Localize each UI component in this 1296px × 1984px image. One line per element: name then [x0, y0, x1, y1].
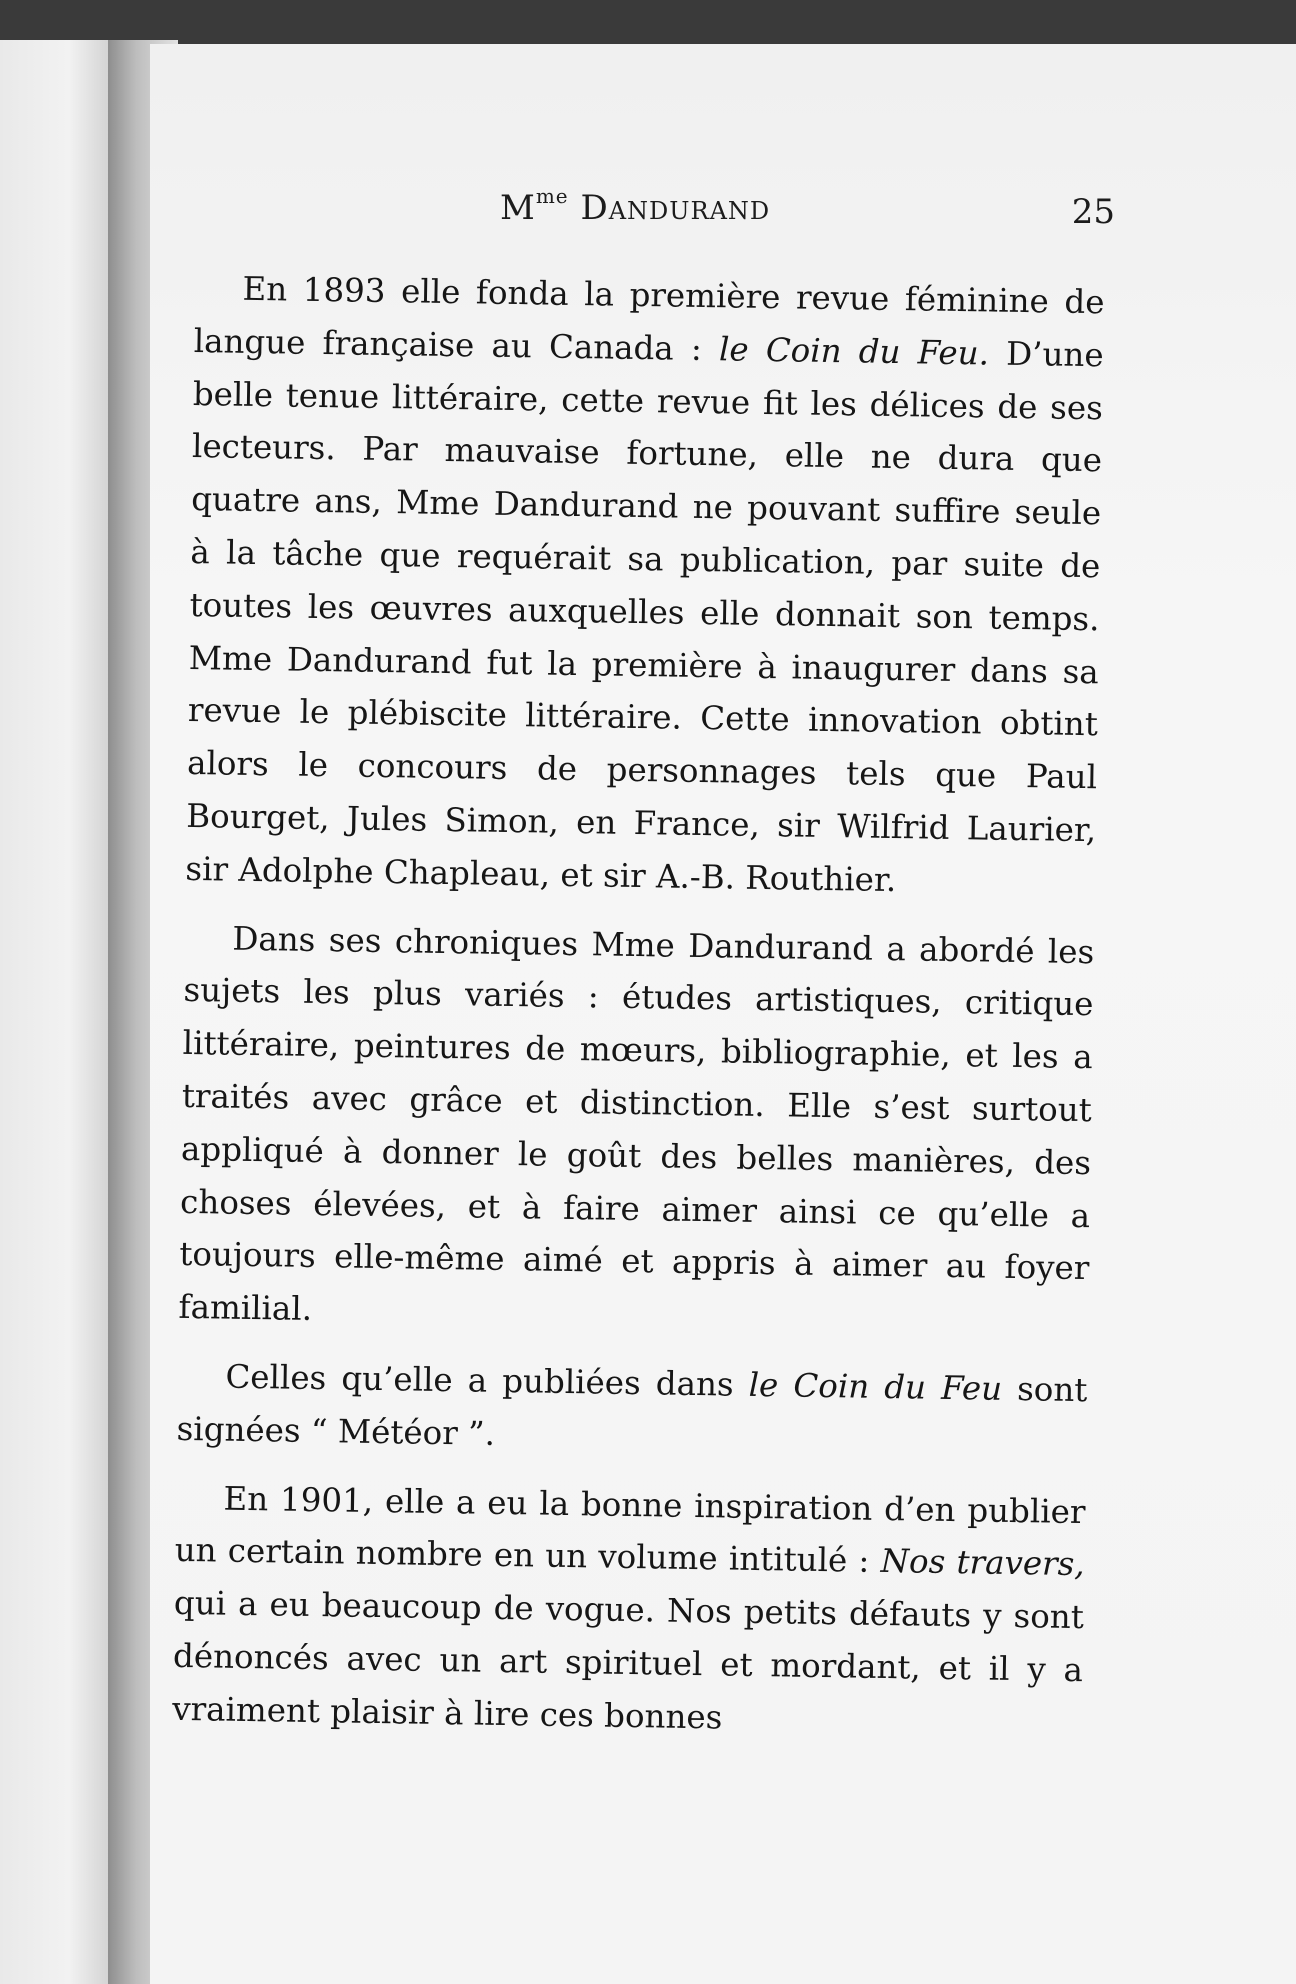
paragraph-1-italic: le Coin du Feu.	[718, 330, 990, 373]
title-superscript: me	[535, 184, 569, 208]
title-name: Dandurand	[580, 188, 771, 228]
paragraph-3	[176, 1350, 1088, 1470]
facing-page-edge	[0, 40, 115, 1984]
paragraph-4	[172, 1471, 1086, 1749]
paragraph-2	[178, 911, 1095, 1348]
body-text	[172, 262, 1105, 1750]
paragraph-1-text-b: D’une belle tenue littéraire, cette revue fit les délices de ses lecteurs. Par mauvaise fortune, elle ne dura que quatre ans, Mme Dandurand ne pouvant suffire seule à la tâche que requérait sa publication, par suite de toutes les œuvres auxquelles elle donnait son temps. Mme Dandurand fut la première à inaugurer dans sa revue le plébiscite littéraire. Cette innovation obtint alors le concours de personnages tels que Paul Bourget, Jules Simon, en France, sir Wilfrid Laurier, sir Adolphe Chapleau, et sir A.-B. Routhier.	[185, 334, 1104, 899]
paragraph-3-text-a: Celles qu’elle a publiées dans	[225, 1357, 750, 1404]
paragraph-1-text-a: En 1893 elle fonda la première revue féminine de langue française au Canada :	[193, 269, 1105, 369]
running-head	[210, 184, 1115, 248]
paragraph-1	[185, 262, 1105, 910]
page-number: 25	[1071, 192, 1115, 232]
paragraph-4-text-a: En 1901, elle a eu la bonne inspiration d’en publier un certain nombre en un volume intitulé :	[174, 1479, 1086, 1581]
paragraph-4-text-b: qui a eu beaucoup de vogue. Nos petits défauts y sont dénoncés avec un art spirituel et mordant, et il y a vraiment plaisir à lire ces bonnes	[171, 1583, 1085, 1737]
paragraph-3-italic: le Coin du Feu	[748, 1365, 1003, 1408]
paragraph-4-italic: Nos travers,	[880, 1542, 1085, 1584]
paragraph-3-text-b: sont signées “ Météor ”.	[176, 1369, 1088, 1453]
running-head-title	[500, 184, 771, 228]
title-prefix: M	[500, 188, 536, 228]
paragraph-2-text: Dans ses chroniques Mme Dandurand a abordé les sujets les plus variés : études artistiques, critique littéraire, peintures de mœurs, bibliographie, et les a traités avec grâce et distinction. Elle s’est surtout appliqué à donner le goût des belles manières, des choses élevées, et à faire aimer ainsi ce qu’elle a toujours elle-même aimé et appris à aimer au foyer familial.	[178, 919, 1095, 1329]
